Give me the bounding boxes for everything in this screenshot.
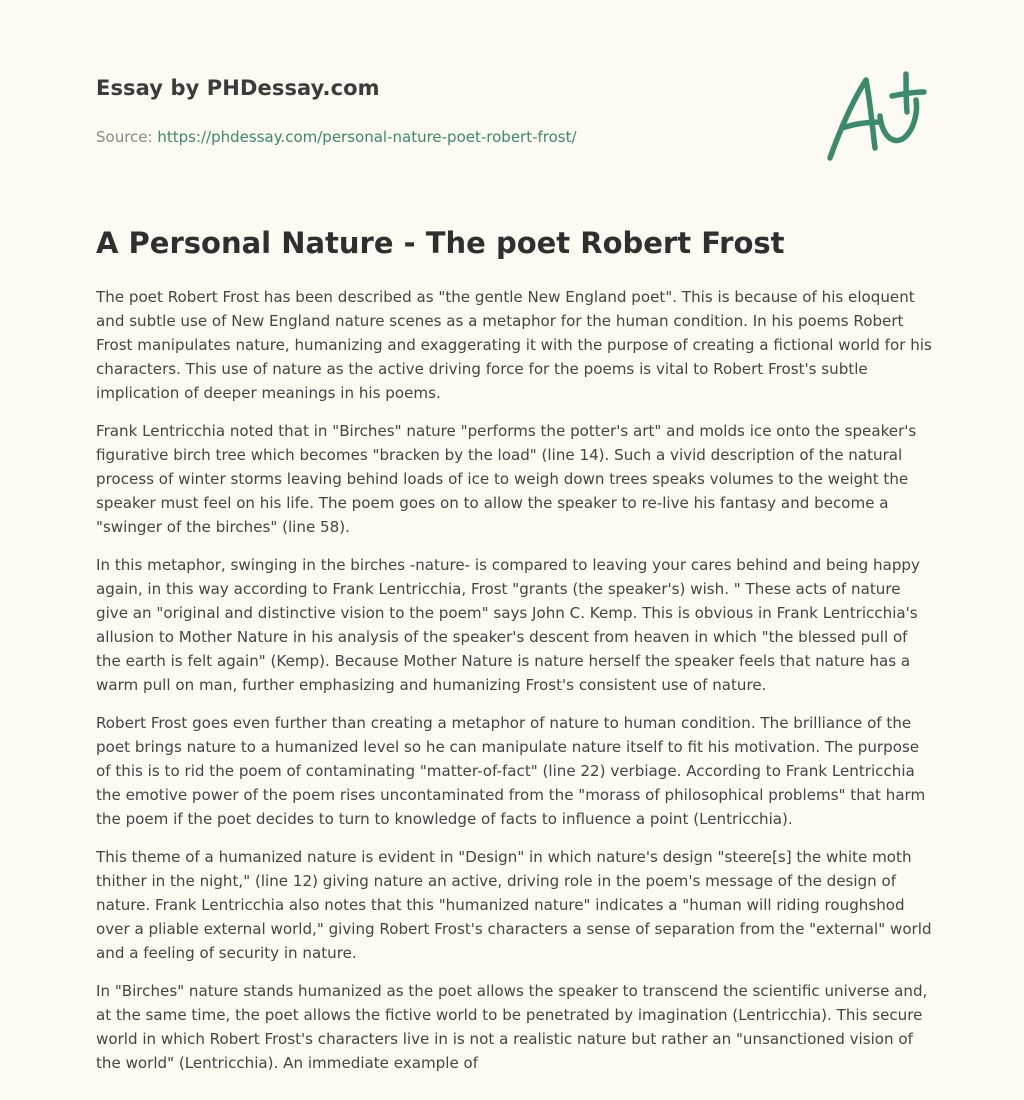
essay-paragraph: Frank Lentricchia noted that in "Birches" nature "performs the potter's art" and molds ice onto the speaker's figurative birch tree which becomes "bracken by the load" (line 14). Such a vivid description of the natural process of winter storms leaving behind loads of ice to weigh down trees speaks volumes to the weight the speaker must feel on his life. The poem goes on to allow the speaker to re-live his fantasy and become a "swinger of the birches" (line 58).	[96, 422, 917, 536]
essay-paragraph: In "Birches" nature stands humanized as the poet allows the speaker to transcend the scientific universe and, at the same time, the poet allows the fictive world to be penetrated by imagination (Lentricchia). This secure world in which Robert Frost's characters live in is not a realistic nature but rather an "unsanctioned vision of the world" (Lentricchia). An immediate example of	[96, 982, 928, 1072]
site-title: Essay by PHDessay.com	[96, 76, 380, 100]
essay-paragraph: Robert Frost goes even further than creating a metaphor of nature to human condition. The brilliance of the poet brings nature to a humanized level so he can manipulate nature itself to fit his motivation. The purpose of this is to rid the poem of contaminating "matter-of-fact" (line 22) verbiage. According to Frank Lentricchia the emotive power of the poem rises uncontaminated from the "morass of philosophical problems" that harm the poem if the poet decides to turn to knowledge of facts to influence a point (Lentricchia).	[96, 714, 926, 828]
essay-body	[96, 285, 932, 1089]
page-header	[96, 76, 796, 146]
essay-title: A Personal Nature - The poet Robert Frost	[96, 226, 785, 260]
essay-paragraph: The poet Robert Frost has been described as "the gentle New England poet". This is because of his eloquent and subtle use of New England nature scenes as a metaphor for the human condition. In his poems Robert Frost manipulates nature, humanizing and exaggerating it with the purpose of creating a fictional world for his characters. This use of nature as the active driving force for the poems is vital to Robert Frost's subtle implication of deeper meanings in his poems.	[96, 288, 932, 402]
essay-paragraph: This theme of a humanized nature is evident in "Design" in which nature's design "steere[s] the white moth thither in the night," (line 12) giving nature an active, driving role in the poem's message of the design of nature. Frank Lentricchia also notes that this "humanized nature" indicates a "human will riding roughshod over a pliable external world," giving Robert Frost's characters a sense of separation from the "external" world and a feeling of security in nature.	[96, 848, 932, 962]
source-line	[96, 128, 796, 146]
source-link[interactable]: https://phdessay.com/personal-nature-poet-robert-frost/	[157, 128, 577, 146]
source-label: Source:	[96, 128, 158, 146]
essay-paragraph: In this metaphor, swinging in the birches -nature- is compared to leaving your cares behind and being happy again, in this way according to Frank Lentricchia, Frost "grants (the speaker's) wish. " These acts of nature give an "original and distinctive vision to the poem" says John C. Kemp. This is obvious in Frank Lentricchia's allusion to Mother Nature in his analysis of the speaker's descent from heaven in which "the blessed pull of the earth is felt again" (Kemp). Because Mother Nature is nature herself the speaker feels that nature has a warm pull on man, further emphasizing and humanizing Frost's consistent use of nature.	[96, 556, 920, 694]
a-plus-grade-icon	[818, 66, 930, 166]
